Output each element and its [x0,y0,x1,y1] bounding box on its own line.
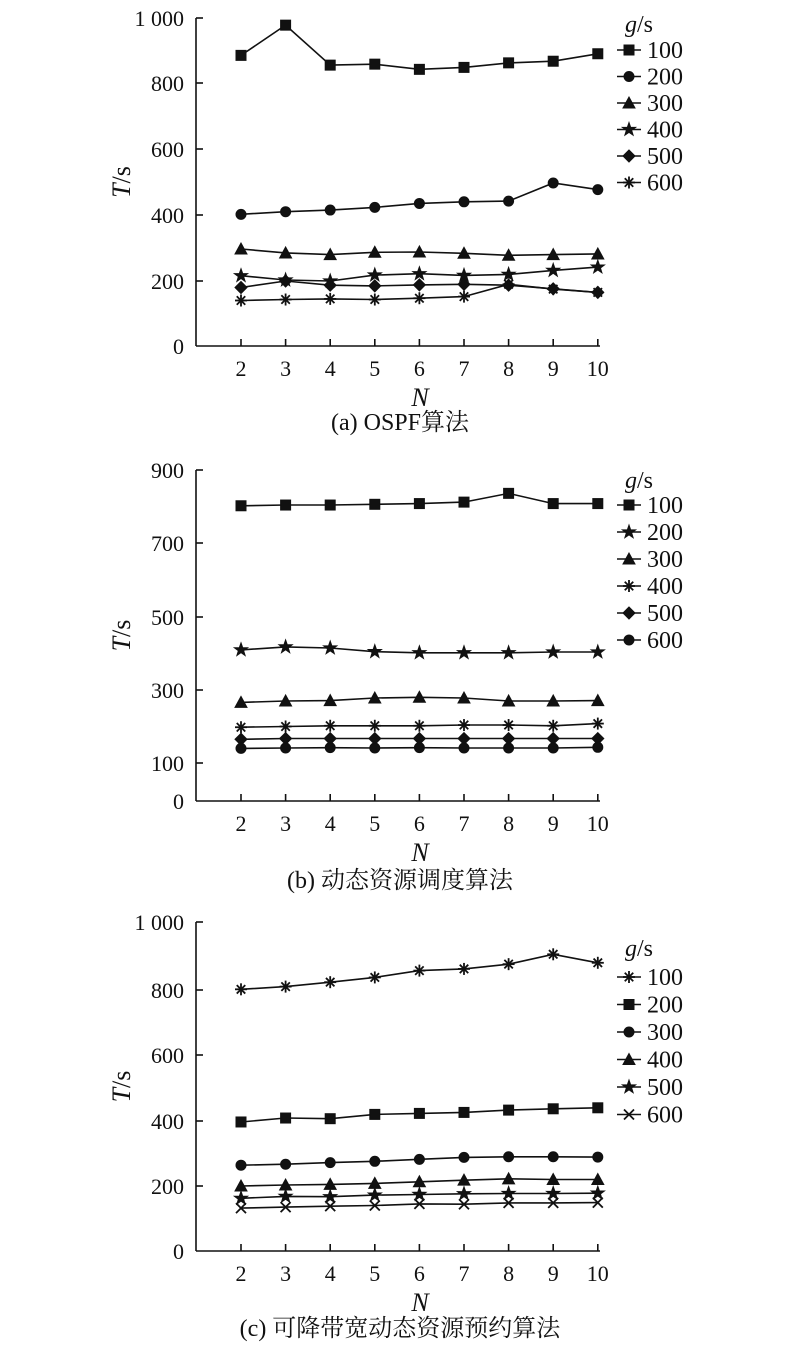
data-point [459,62,469,72]
data-point [413,267,426,280]
legend-marker [623,607,635,619]
legend-label: 500 [647,1075,683,1101]
data-point [413,720,425,732]
data-point [325,500,335,510]
y-axis-label: T/s [107,1070,136,1103]
legend-entry [617,144,683,170]
legend-label: 100 [647,493,683,519]
data-point [325,60,335,70]
y-tick-label: 600 [151,1043,184,1068]
data-point [592,718,604,730]
y-tick-label: 400 [151,1109,184,1134]
legend-entry [617,38,683,64]
data-point [591,645,604,658]
legend-label: 600 [647,1102,683,1129]
y-axis-label: T/s [107,619,136,652]
data-point [547,948,559,960]
x-tick-label: 7 [458,811,470,836]
x-tick-label: 9 [547,356,559,381]
data-point [236,1117,246,1127]
data-point [324,720,336,732]
legend-marker [623,150,635,162]
data-point [459,197,469,207]
legend-marker [624,45,634,55]
data-point [548,1104,558,1114]
data-point [281,1113,291,1123]
data-point [369,971,381,983]
y-tick-label: 600 [151,137,184,162]
legend-label: 500 [647,144,683,170]
data-point [503,958,515,970]
data-point [413,279,425,291]
data-point [281,500,291,510]
legend [617,12,683,197]
data-point [324,976,336,988]
x-tick-label: 3 [280,811,292,836]
series-400 [235,718,604,734]
series-300 [235,691,604,707]
data-point [547,720,559,732]
legend-entry [617,91,683,117]
data-point [593,742,603,752]
data-point [593,1103,603,1113]
data-point [325,743,335,753]
y-tick-label: 0 [173,1239,184,1264]
data-point [593,185,603,195]
series-100 [236,20,603,74]
y-tick-label: 700 [151,531,184,556]
data-point [502,646,515,659]
data-point [414,743,424,753]
data-point [502,267,515,280]
caption: (a) OSPF算法 [330,410,470,436]
data-point [504,196,514,206]
data-point [235,282,247,294]
data-point [235,295,247,307]
legend-marker [623,580,635,592]
legend-entry [617,118,683,144]
legend-label: 400 [647,574,683,600]
x-tick-label: 7 [458,1261,470,1286]
data-point [280,981,292,993]
data-point [457,646,470,659]
y-tick-label: 800 [151,71,184,96]
data-point [236,743,246,753]
data-point [325,1114,335,1124]
data-point [548,743,558,753]
data-point [414,1108,424,1118]
legend-label: 200 [647,64,683,91]
data-point [592,286,604,298]
x-axis-label: N [411,838,429,867]
data-point [368,645,381,658]
data-point [234,643,247,656]
legend-entry [617,1020,683,1046]
data-point [504,743,514,753]
data-point [547,283,559,295]
data-point [234,269,247,282]
data-point [280,294,292,306]
data-point [548,178,558,188]
data-point [458,719,470,731]
data-point [370,499,380,509]
series-200 [234,640,604,659]
x-tick-label: 8 [503,1261,515,1286]
series-300 [236,1152,603,1170]
legend-label: 100 [647,38,683,64]
x-tick-label: 9 [547,1261,559,1286]
x-tick-label: 8 [503,356,515,381]
x-tick-label: 10 [586,356,609,381]
data-point [593,49,603,59]
data-point [370,743,380,753]
chart-panel-2 [107,458,683,894]
legend-label: 300 [647,547,683,573]
legend-entry [617,1048,683,1074]
data-point [547,645,560,658]
y-tick-label: 0 [173,789,184,814]
x-axis-label: N [411,383,429,412]
x-tick-label: 10 [586,1261,609,1286]
data-point [369,720,381,732]
data-point [458,963,470,975]
x-axis-label: N [411,1288,429,1317]
data-point [504,58,514,68]
data-point [459,497,469,507]
x-tick-label: 5 [369,1261,381,1286]
legend-label: 200 [647,992,683,1019]
data-point [547,263,560,276]
legend-label: 500 [647,601,683,627]
data-point [236,209,246,219]
legend-label: 300 [647,1020,683,1046]
series-200 [236,178,603,219]
legend-marker [623,971,635,983]
legend-entry [617,628,683,654]
series-600 [236,1198,603,1214]
data-point [459,1107,469,1117]
legend-label: 200 [647,520,683,546]
series-line [241,25,598,69]
legend-entry [617,65,683,91]
data-point [592,957,604,969]
y-tick-label: 100 [151,751,184,776]
x-tick-label: 3 [280,1261,292,1286]
data-point [593,1152,603,1162]
data-point [370,59,380,69]
legend-marker [624,1027,634,1037]
x-tick-label: 7 [458,356,470,381]
data-point [369,294,381,306]
data-point [368,268,381,281]
x-tick-label: 4 [324,1261,336,1286]
data-point [280,721,292,733]
y-tick-label: 400 [151,203,184,228]
data-point [234,1191,247,1204]
legend-marker [622,1080,635,1093]
legend-title: g/s [625,468,654,494]
x-tick-label: 6 [413,1261,425,1286]
legend-title: g/s [625,12,654,38]
data-point [324,1190,337,1203]
y-tick-label: 500 [151,605,184,630]
series-600 [236,742,603,753]
y-tick-label: 800 [151,978,184,1003]
data-point [414,499,424,509]
y-tick-label: 1 000 [134,910,184,935]
data-point [281,1159,291,1169]
data-point [547,1186,560,1199]
data-point [414,64,424,74]
data-point [281,20,291,30]
legend-marker [624,500,634,510]
x-tick-label: 5 [369,811,381,836]
y-tick-label: 300 [151,678,184,703]
data-point [503,719,515,731]
data-point [236,501,246,511]
legend-entry [617,1103,683,1129]
series-100 [235,948,604,995]
data-point [413,1187,426,1200]
legend-entry [617,171,683,197]
y-tick-label: 0 [173,334,184,359]
data-point [503,278,515,290]
data-point [459,743,469,753]
data-point [236,1160,246,1170]
y-tick-label: 200 [151,1174,184,1199]
data-point [279,1189,292,1202]
legend-marker [623,177,635,189]
x-tick-label: 8 [503,811,515,836]
legend-entry [617,601,683,627]
data-point [548,1152,558,1162]
data-point [548,56,558,66]
data-point [368,1188,381,1201]
legend-marker [624,72,634,82]
y-axis-label: T/s [107,166,136,198]
data-point [413,646,426,659]
data-point [324,641,337,654]
y-tick-label: 900 [151,458,184,483]
y-tick-label: 200 [151,269,184,294]
data-point [325,1158,335,1168]
legend-marker [622,123,635,136]
caption: (c) 可降带宽动态资源预约算法 [239,1316,561,1342]
data-point [413,292,425,304]
x-tick-label: 3 [280,356,292,381]
legend [617,936,683,1129]
data-point [370,202,380,212]
x-tick-label: 2 [235,1261,247,1286]
data-point [235,721,247,733]
legend-marker [624,1000,634,1010]
data-point [235,243,247,254]
legend-entry [617,547,683,573]
data-point [370,1156,380,1166]
data-point [502,1186,515,1199]
legend-marker [624,635,634,645]
legend-marker [622,525,635,538]
legend-entry [617,574,683,600]
legend-entry [617,493,683,519]
data-point [591,260,604,273]
data-point [504,1152,514,1162]
y-tick-label: 1 000 [134,6,184,31]
series-100 [236,488,603,510]
data-point [370,1109,380,1119]
data-point [548,499,558,509]
legend-label: 400 [647,1047,683,1074]
data-point [591,1186,604,1199]
data-point [504,488,514,498]
data-point [413,965,425,977]
x-tick-label: 9 [547,811,559,836]
data-point [325,205,335,215]
series-300 [235,243,604,260]
legend-title: g/s [625,936,654,962]
x-tick-label: 4 [324,356,336,381]
data-point [593,499,603,509]
data-point [324,293,336,305]
x-tick-label: 5 [369,356,381,381]
x-tick-label: 2 [235,356,247,381]
data-point [369,280,381,292]
legend-entry [617,1075,683,1101]
data-point [458,291,470,303]
x-tick-label: 6 [413,356,425,381]
series-200 [236,1103,603,1127]
legend-label: 300 [647,91,683,117]
legend-label: 100 [647,965,683,991]
chart-panel-3 [107,910,683,1342]
data-point [236,50,246,60]
data-point [504,1105,514,1115]
legend-entry [617,520,683,546]
legend-label: 400 [647,117,683,144]
data-point [457,1187,470,1200]
legend [617,468,683,654]
data-point [414,1154,424,1164]
legend-label: 600 [647,628,683,654]
x-tick-label: 4 [324,811,336,836]
data-point [279,640,292,653]
data-point [459,1152,469,1162]
x-tick-label: 10 [586,811,609,836]
data-point [281,743,291,753]
caption: (b) 动态资源调度算法 [287,868,513,894]
x-tick-label: 6 [413,811,425,836]
legend-label: 600 [647,170,683,197]
x-tick-label: 2 [235,811,247,836]
legend-entry [617,965,683,991]
legend-entry [617,993,683,1019]
data-point [235,983,247,995]
data-point [414,198,424,208]
chart-panel-1 [107,6,683,436]
data-point [281,207,291,217]
